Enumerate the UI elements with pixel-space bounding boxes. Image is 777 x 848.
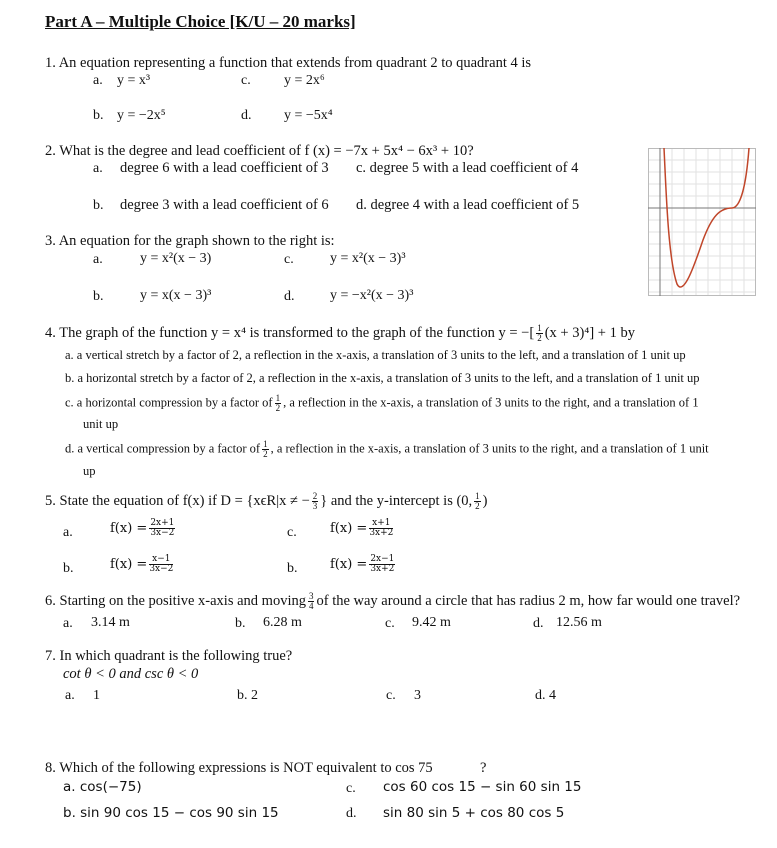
q5-c-num: x+1 bbox=[369, 519, 393, 529]
q4-option-a[interactable]: a. a vertical stretch by a factor of 2, a reflection in the x-axis, a translation of 3 units to the left, and a translation of 1 unit up bbox=[65, 348, 686, 362]
q3-option-b[interactable]: y = x(x − 3)³ bbox=[140, 288, 212, 303]
q3-c-label: c. bbox=[284, 252, 294, 267]
q4-c-frac-num: 1 bbox=[275, 393, 281, 403]
q7-option-b[interactable]: b. 2 bbox=[237, 688, 258, 703]
q4-c-pre: c. a horizontal compression by a factor of bbox=[65, 395, 273, 410]
q4-d-post: , a reflection in the x-axis, a translation of 3 units to the right, and a translation of 1 unit bbox=[270, 441, 709, 456]
q2-stem: 2. What is the degree and lead coefficient of f (x) = −7x + 5x⁴ − 6x³ + 10? bbox=[45, 143, 474, 159]
q5-a-lhs: f(x) = bbox=[110, 521, 148, 536]
q4-d-pre: d. a vertical compression by a factor of bbox=[65, 441, 261, 456]
q6-stem bbox=[45, 592, 740, 611]
q5-stem-pre: 5. State the equation of f(x) if D = {xϵR|x ≠ − bbox=[45, 492, 310, 509]
q3-b-label: b. bbox=[93, 289, 104, 304]
q5-option-b2[interactable] bbox=[330, 555, 397, 574]
q6-option-b[interactable]: 6.28 m bbox=[263, 615, 302, 630]
q8-stem: 8. Which of the following expressions is NOT equivalent to cos 75 bbox=[45, 760, 433, 776]
q5-b-num: x−1 bbox=[149, 555, 173, 565]
q6-option-a[interactable]: 3.14 m bbox=[91, 615, 130, 630]
q1-a-label: a. bbox=[93, 73, 103, 88]
q3-stem: 3. An equation for the graph shown to the right is: bbox=[45, 233, 335, 249]
q5-b2-den: 3x+2 bbox=[370, 564, 395, 574]
q2-option-a[interactable]: degree 6 with a lead coefficient of 3 bbox=[120, 160, 329, 176]
q4-option-c[interactable] bbox=[65, 394, 699, 413]
q1-option-a[interactable]: y = x³ bbox=[117, 73, 151, 88]
q4-stem bbox=[45, 324, 635, 343]
q5-b2-label: b. bbox=[287, 561, 298, 576]
q5-option-a[interactable] bbox=[110, 519, 177, 538]
q5-c-den: 3x+2 bbox=[369, 528, 394, 538]
q4-option-d[interactable] bbox=[65, 440, 709, 459]
page-title: Part A – Multiple Choice [K/U – 20 marks] bbox=[45, 12, 356, 31]
q7-stem: 7. In which quadrant is the following true? bbox=[45, 648, 293, 664]
q5-c-lhs: f(x) = bbox=[330, 521, 368, 536]
q5-b2-fraction bbox=[369, 555, 395, 574]
q6-frac-den: 4 bbox=[308, 601, 314, 611]
q5-b-lhs: f(x) = bbox=[110, 557, 148, 572]
q5-stem-mid: } and the y-intercept is (0, bbox=[320, 492, 473, 509]
q7-option-c[interactable]: 3 bbox=[414, 688, 421, 703]
q5-stem-fraction-1 bbox=[312, 492, 319, 511]
q4-d-frac-den: 2 bbox=[263, 449, 268, 459]
q8-stem-question-mark: ? bbox=[480, 760, 487, 776]
q4-option-c-cont: unit up bbox=[83, 417, 119, 431]
q7-condition: cot θ < 0 and csc θ < 0 bbox=[63, 666, 199, 682]
q8-d-label: d. bbox=[346, 806, 357, 821]
q7-option-a[interactable]: 1 bbox=[93, 688, 100, 703]
q1-option-c[interactable]: y = 2x⁶ bbox=[284, 73, 325, 88]
q3-option-a[interactable]: y = x²(x − 3) bbox=[140, 251, 212, 266]
q5-a-label: a. bbox=[63, 525, 73, 540]
q1-option-b[interactable]: y = −2x⁵ bbox=[117, 108, 166, 123]
q8-option-a[interactable]: a. cos(−75) bbox=[63, 779, 142, 795]
q4-d-frac-num: 1 bbox=[263, 439, 268, 449]
q8-option-c[interactable]: cos 60 cos 15 − sin 60 sin 15 bbox=[383, 779, 582, 795]
q6-stem-fraction bbox=[308, 592, 315, 611]
q5-b2-num: 2x−1 bbox=[370, 554, 395, 564]
q3-option-d[interactable]: y = −x²(x − 3)³ bbox=[330, 288, 414, 303]
q2-b-label: b. bbox=[93, 198, 104, 213]
q5-stem-frac2-den: 2 bbox=[475, 501, 480, 511]
q5-b2-lhs: f(x) = bbox=[330, 557, 368, 572]
q4-d-fraction bbox=[262, 440, 269, 459]
q5-c-label: c. bbox=[287, 525, 297, 540]
graph-grid bbox=[648, 148, 756, 296]
q8-c-label: c. bbox=[346, 781, 356, 796]
q4-stem-frac-den: 2 bbox=[537, 333, 542, 343]
q5-stem-frac1-den: 3 bbox=[312, 501, 318, 511]
q5-stem-post: ) bbox=[482, 492, 488, 509]
q4-stem-post: (x + 3)⁴] + 1 by bbox=[544, 324, 635, 341]
q6-a-label: a. bbox=[63, 616, 73, 631]
q6-frac-num: 3 bbox=[308, 591, 314, 601]
q1-c-label: c. bbox=[241, 73, 251, 88]
q6-b-label: b. bbox=[235, 616, 246, 631]
q5-b-label: b. bbox=[63, 561, 74, 576]
q4-c-frac-den: 2 bbox=[275, 403, 281, 413]
q5-a-fraction bbox=[149, 519, 175, 538]
q6-d-label: d. bbox=[533, 616, 544, 631]
q1-stem: 1. An equation representing a function that extends from quadrant 2 to quadrant 4 is bbox=[45, 55, 532, 71]
q2-option-c[interactable]: c. degree 5 with a lead coefficient of 4 bbox=[356, 160, 579, 176]
q2-option-b[interactable]: degree 3 with a lead coefficient of 6 bbox=[120, 197, 329, 213]
q5-stem-frac2-num: 1 bbox=[475, 491, 480, 501]
q4-stem-fraction bbox=[536, 324, 543, 343]
q3-option-c[interactable]: y = x²(x − 3)³ bbox=[330, 251, 406, 266]
q7-a-label: a. bbox=[65, 688, 75, 703]
q2-a-label: a. bbox=[93, 161, 103, 176]
q5-a-num: 2x+1 bbox=[150, 518, 175, 528]
q6-c-label: c. bbox=[385, 616, 395, 631]
q6-option-d[interactable]: 12.56 m bbox=[556, 615, 602, 630]
q5-a-den: 3x−2 bbox=[150, 528, 175, 538]
q3-graph bbox=[648, 148, 756, 296]
q8-option-d[interactable]: sin 80 sin 5 + cos 80 cos 5 bbox=[383, 805, 565, 821]
q4-c-fraction bbox=[275, 394, 282, 413]
q7-c-label: c. bbox=[386, 688, 396, 703]
q5-stem-fraction-2 bbox=[474, 492, 481, 511]
q4-c-post: , a reflection in the x-axis, a translation of 3 units to the right, and a translation of 1 bbox=[283, 395, 699, 410]
q7-option-d[interactable]: d. 4 bbox=[535, 688, 556, 703]
q5-stem bbox=[45, 492, 488, 511]
q4-stem-pre: 4. The graph of the function y = x⁴ is transformed to the graph of the function y = −[ bbox=[45, 324, 535, 341]
q4-option-d-cont: up bbox=[83, 464, 96, 478]
q1-d-label: d. bbox=[241, 108, 252, 123]
graph-curve bbox=[664, 148, 749, 287]
q2-option-d[interactable]: d. degree 4 with a lead coefficient of 5 bbox=[356, 197, 580, 213]
q6-stem-post: of the way around a circle that has radius 2 m, how far would one travel? bbox=[316, 592, 741, 609]
q5-b-fraction bbox=[149, 555, 173, 574]
q8-option-b[interactable]: b. sin 90 cos 15 − cos 90 sin 15 bbox=[63, 805, 279, 821]
q6-stem-pre: 6. Starting on the positive x-axis and moving bbox=[45, 592, 306, 609]
q3-a-label: a. bbox=[93, 252, 103, 267]
q5-option-b[interactable] bbox=[110, 555, 175, 574]
q3-d-label: d. bbox=[284, 289, 295, 304]
q5-option-c[interactable] bbox=[330, 519, 395, 538]
q4-option-b[interactable]: b. a horizontal stretch by a factor of 2, a reflection in the x-axis, a translation of 3 units to the left, and a translation of 1 unit up bbox=[65, 371, 700, 385]
q1-option-d[interactable]: y = −5x⁴ bbox=[284, 108, 333, 123]
q6-option-c[interactable]: 9.42 m bbox=[412, 615, 451, 630]
q5-c-fraction bbox=[369, 519, 393, 538]
q4-stem-frac-num: 1 bbox=[537, 323, 542, 333]
q5-stem-frac1-num: 2 bbox=[312, 491, 318, 501]
q1-b-label: b. bbox=[93, 108, 104, 123]
q5-b-den: 3x−2 bbox=[149, 564, 174, 574]
